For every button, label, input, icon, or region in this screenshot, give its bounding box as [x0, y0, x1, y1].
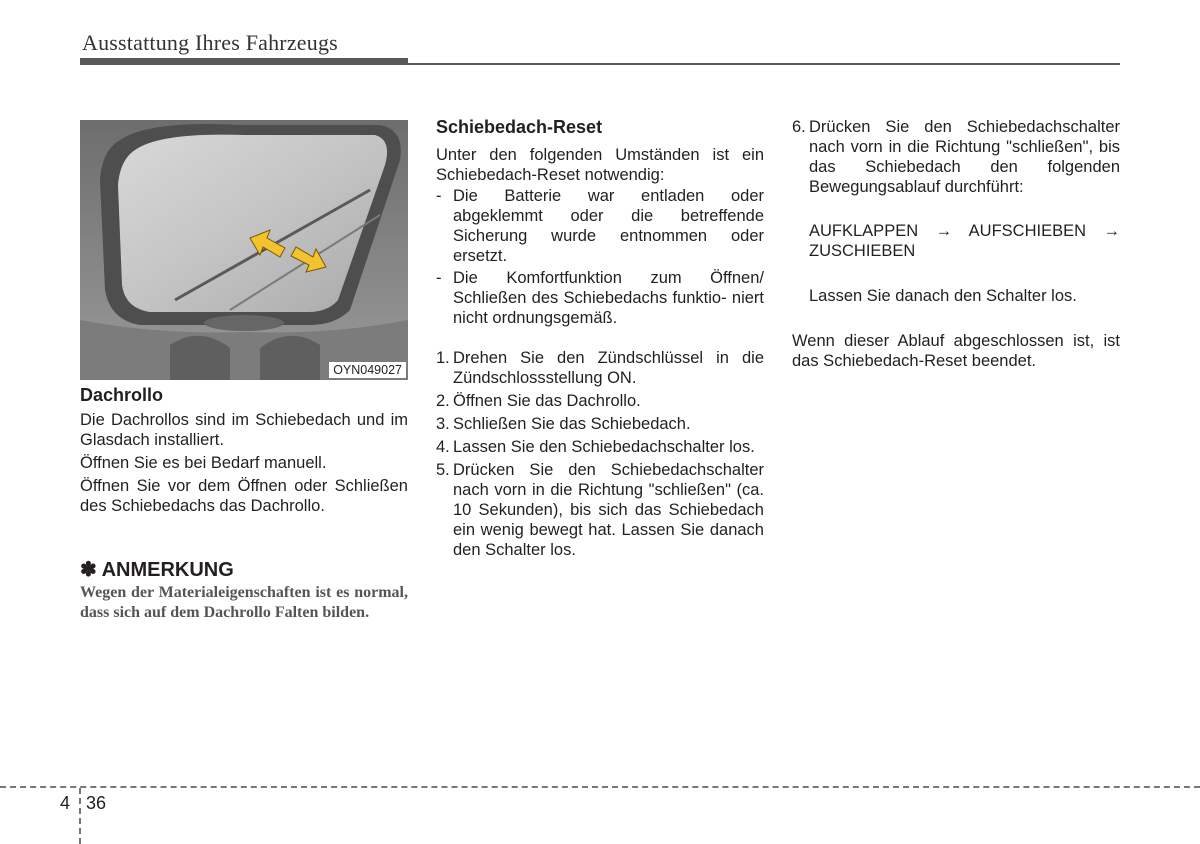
section-title-reset: Schiebedach-Reset	[436, 117, 603, 137]
step-number: 5.	[436, 461, 450, 479]
step-number: 1.	[436, 349, 450, 367]
step-text: Lassen Sie den Schiebedachschalter los.	[453, 438, 755, 456]
dachrollo-paragraph: Die Dachrollos sind im Schiebedach und im Glasdach installiert.	[80, 411, 408, 449]
step-number: 3.	[436, 415, 450, 433]
list-item	[792, 117, 1120, 197]
release-instruction: Lassen Sie danach den Schalter los.	[809, 287, 1077, 305]
dachrollo-body	[80, 410, 408, 519]
sunroof-figure	[80, 120, 408, 380]
reset-step-6	[792, 117, 1120, 197]
condition-text: Die Batterie war entladen oder abgeklemmt oder die betreffende Sicherung wurde entnommen oder ersetzt.	[453, 187, 764, 265]
reset-conditions	[436, 186, 764, 330]
footer-dashed-divider	[79, 788, 81, 844]
note-title: ✽ ANMERKUNG	[80, 559, 234, 581]
step-text: Öffnen Sie das Dachrollo.	[453, 392, 641, 410]
step-number: 4.	[436, 438, 450, 456]
step-number: 6.	[792, 118, 806, 136]
note-text: Wegen der Materialeigenschaften ist es normal, dass sich auf dem Dachrollo Falten bilden.	[80, 584, 408, 621]
page-number: 36	[86, 793, 107, 813]
reset-intro: Unter den folgenden Umständen ist ein Schiebedach-Reset notwendig:	[436, 146, 764, 184]
footer-dashed-rule	[0, 786, 1200, 788]
step-text: Drücken Sie den Schiebedachschalter nach vorn in die Richtung "schließen" (ca. 10 Sekunden), bis sich das Schiebedach ein wenig bewegt hat. Lassen Sie danach den Schalter los.	[453, 461, 764, 559]
step-text: Drehen Sie den Zündschlüssel in die Zündschlossstellung ON.	[453, 349, 764, 387]
sunroof-illustration	[80, 120, 408, 380]
list-item	[436, 268, 764, 328]
header-rule-thin	[408, 63, 1120, 65]
list-item	[436, 186, 764, 266]
condition-text: Die Komfortfunktion zum Öffnen/ Schließen des Schiebedachs funktio- niert nicht ordnungsgemäß.	[453, 269, 764, 327]
reset-conclusion: Wenn dieser Ablauf abgeschlossen ist, ist das Schiebedach-Reset beendet.	[792, 332, 1120, 370]
step-text: Drücken Sie den Schiebedachschalter nach vorn in die Richtung "schließen", bis das Schiebedach den folgenden Bewegungsablauf durchführt:	[809, 118, 1120, 196]
section-title-dachrollo: Dachrollo	[80, 385, 164, 405]
list-item	[436, 391, 764, 411]
list-item	[436, 460, 764, 560]
reset-steps	[436, 348, 764, 563]
step-number: 2.	[436, 392, 450, 410]
dash-marker: -	[436, 187, 442, 205]
step-text: Schließen Sie das Schiebedach.	[453, 415, 691, 433]
figure-code: OYN049027	[329, 362, 406, 378]
dash-marker: -	[436, 269, 442, 287]
header-rule-thick	[80, 58, 408, 65]
list-item	[436, 414, 764, 434]
list-item	[436, 348, 764, 388]
movement-sequence: AUFKLAPPEN → AUFSCHIEBEN → ZUSCHIEBEN	[809, 222, 1120, 260]
dachrollo-paragraph: Öffnen Sie es bei Bedarf manuell.	[80, 454, 327, 472]
dachrollo-paragraph: Öffnen Sie vor dem Öffnen oder Schließen des Schiebedachs das Dachrollo.	[80, 477, 408, 515]
page-header-title: Ausstattung Ihres Fahrzeugs	[82, 30, 338, 55]
chapter-number: 4	[60, 793, 71, 813]
list-item	[436, 437, 764, 457]
